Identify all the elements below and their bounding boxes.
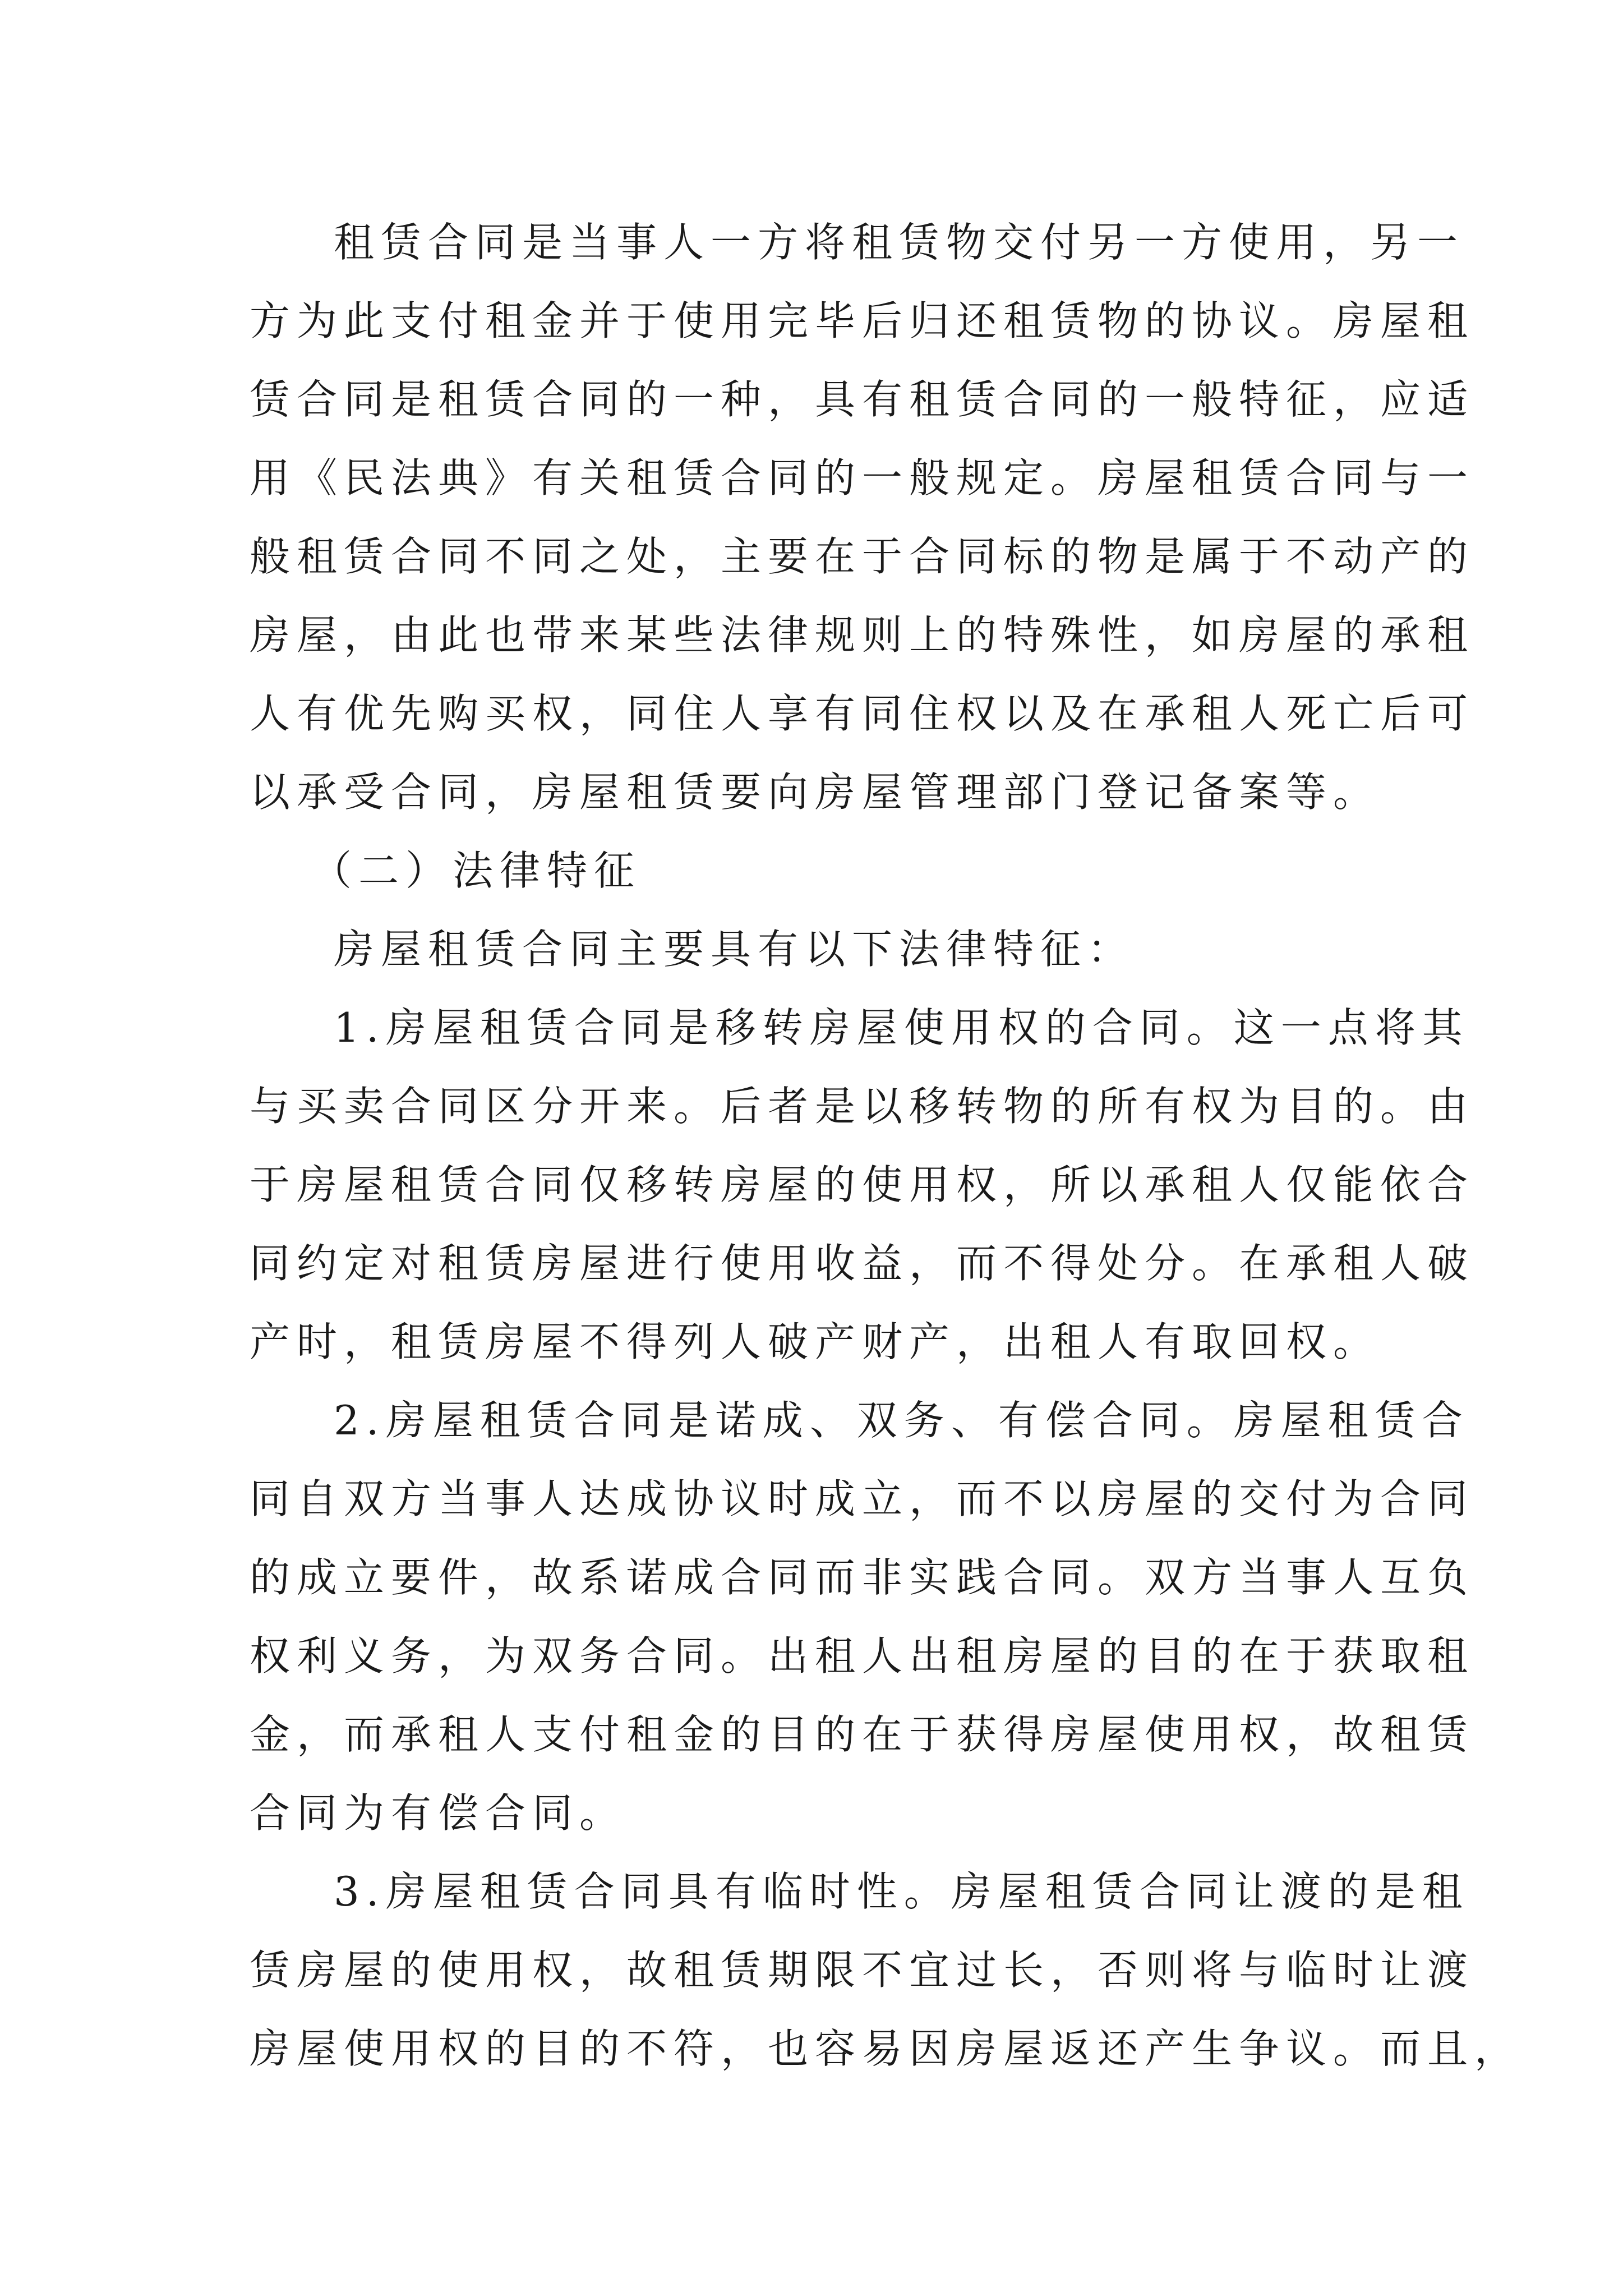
text-line: 以承受合同，房屋租赁要向房屋管理部门登记备案等。	[250, 769, 1381, 816]
text-line: 房屋，由此也带来某些法律规则上的特殊性，如房屋的承租	[250, 611, 1475, 659]
text-line: 用《民法典》有关租赁合同的一般规定。房屋租赁合同与一	[250, 454, 1475, 501]
text-line: 方为此支付租金并于使用完毕后归还租赁物的协议。房屋租	[250, 297, 1475, 344]
text-line: 1.房屋租赁合同是移转房屋使用权的合同。这一点将其	[334, 1004, 1469, 1051]
text-line: 般租赁合同不同之处，主要在于合同标的物是属于不动产的	[250, 533, 1475, 580]
text-line: 权利义务，为双务合同。出租人出租房屋的目的在于获取租	[250, 1632, 1475, 1680]
text-line: 赁合同是租赁合同的一种，具有租赁合同的一般特征，应适	[250, 376, 1475, 423]
text-line: 房屋租赁合同主要具有以下法律特征：	[334, 926, 1135, 973]
text-line: 同约定对租赁房屋进行使用收益，而不得处分。在承租人破	[250, 1240, 1475, 1287]
text-line: 于房屋租赁合同仅移转房屋的使用权，所以承租人仅能依合	[250, 1161, 1475, 1208]
text-line: 3.房屋租赁合同具有临时性。房屋租赁合同让渡的是租	[334, 1868, 1469, 1915]
text-line: 同自双方当事人达成协议时成立，而不以房屋的交付为合同	[250, 1475, 1475, 1522]
text-line: 与买卖合同区分开来。后者是以移转物的所有权为目的。由	[250, 1083, 1475, 1130]
text-line: 赁房屋的使用权，故租赁期限不宜过长，否则将与临时让渡	[250, 1947, 1475, 1994]
text-line: 产时，租赁房屋不得列人破产财产，出租人有取回权。	[250, 1318, 1381, 1365]
text-line: 租赁合同是当事人一方将租赁物交付另一方使用，另一	[334, 219, 1465, 266]
text-line: 房屋使用权的目的不符，也容易因房屋返还产生争议。而且，	[250, 2025, 1522, 2072]
document-body	[250, 203, 1522, 2088]
text-line: 合同为有偿合同。	[250, 1789, 627, 1837]
text-line: 人有优先购买权，同住人享有同住权以及在承租人死亡后可	[250, 690, 1475, 737]
text-line: 2.房屋租赁合同是诺成、双务、有偿合同。房屋租赁合	[334, 1397, 1469, 1444]
text-line: 的成立要件，故系诺成合同而非实践合同。双方当事人互负	[250, 1554, 1475, 1601]
text-line: 金，而承租人支付租金的目的在于获得房屋使用权，故租赁	[250, 1711, 1475, 1758]
section-heading: （二）法律特征	[311, 847, 642, 894]
